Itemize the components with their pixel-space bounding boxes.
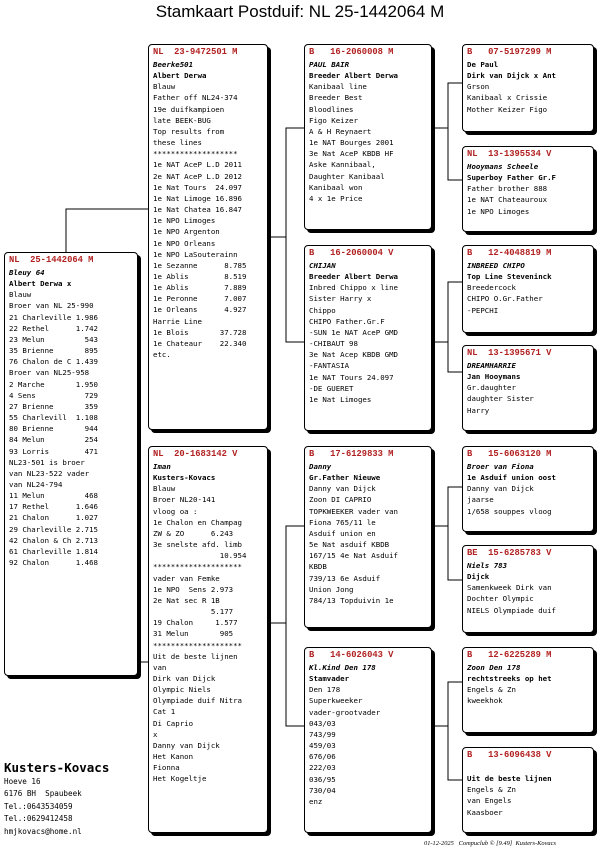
- info-line: 1e Ablis 7.889: [153, 283, 247, 293]
- info-line: 19e duifkampioen: [153, 104, 225, 114]
- info-line: 92 Chalon 1.468: [9, 558, 98, 568]
- info-line: 3e Nat AceP KBDB HF: [309, 149, 394, 159]
- breeder-line: Albert Derwa x: [9, 279, 72, 289]
- great-grandparent-mmf-card[interactable]: [462, 647, 594, 733]
- breeder-line: Stamvader: [309, 674, 350, 684]
- ring-number: NL 13-1395671 V: [467, 348, 552, 358]
- info-line: vader van Femke: [153, 573, 220, 583]
- info-line: Aske Kannibaal,: [309, 160, 376, 170]
- ring-number: B 16-2060008 M: [309, 47, 394, 57]
- info-line: 1e NPO Limoges: [153, 216, 216, 226]
- info-line: 1e NPO Sens 2.973: [153, 584, 234, 594]
- ring-number: B 17-6129833 M: [309, 449, 394, 459]
- info-line: 1e Nat Limoge 16.896: [153, 193, 242, 203]
- info-line: 1e Nat Chatea 16.847: [153, 205, 242, 215]
- info-line: Figo Keizer: [309, 115, 358, 125]
- info-line: 043/03: [309, 718, 336, 728]
- info-line: 784/13 Topduivin 1e: [309, 595, 394, 605]
- breeder-line: Albert Derwa: [153, 71, 207, 81]
- ring-number: NL 13-1395534 V: [467, 149, 552, 159]
- info-line: 1e Ablis 8.519: [153, 271, 247, 281]
- info-line: 2 Marche 1.950: [9, 379, 98, 389]
- pigeon-name: Beerke501: [153, 60, 194, 69]
- info-line: Dochter Olympic: [467, 594, 534, 604]
- info-line: 3e snelste afd. limb: [153, 540, 242, 550]
- breeder-line: Jan Hooymans: [467, 372, 521, 382]
- pigeon-name: Broer van Fiona: [467, 462, 534, 471]
- info-line: 743/99: [309, 729, 336, 739]
- ring-number: B 15-6063120 M: [467, 449, 552, 459]
- breeder-line: Dirk van Dijck x Ant: [467, 71, 556, 81]
- info-line: Engels & Zn: [467, 785, 516, 795]
- info-line: Mother Keizer Figo: [467, 104, 548, 114]
- info-line: enz: [309, 796, 323, 806]
- ring-number: B 13-6096438 V: [467, 750, 552, 760]
- info-line: 35 Brienne 895: [9, 346, 98, 356]
- info-line: 1e Blois 37.728: [153, 327, 247, 337]
- info-line: late BEEK-BUG: [153, 115, 211, 125]
- pigeon-name: [467, 762, 590, 773]
- info-line: -SUN 1e NAT AceP GMD: [309, 327, 398, 337]
- info-line: ********************: [153, 562, 242, 572]
- info-line: 1e NAT Chateauroux: [467, 195, 548, 205]
- owner-phone-1: Tel.:0643534059: [4, 801, 73, 811]
- footer-credit: 01-12-2025 Compuclub © [9.49] Kusters-Kovacs: [424, 840, 556, 847]
- info-line: A & H Reynaert: [309, 126, 372, 136]
- info-line: Gr.daughter: [467, 383, 516, 393]
- info-line: 1e Chateaur 22.340: [153, 338, 247, 348]
- info-line: Dirk van Dijck: [153, 673, 216, 683]
- info-line: Harrie Line: [153, 316, 202, 326]
- info-line: Fionna: [153, 763, 180, 773]
- info-line: Danny van Dijck: [467, 484, 534, 494]
- info-line: 17 Rethel 1.646: [9, 502, 98, 512]
- info-line: 1e Chalon en Champag: [153, 517, 242, 527]
- ring-number: B 16-2060004 V: [309, 248, 394, 258]
- info-line: Union Jong: [309, 584, 354, 594]
- owner-phone-2: Tel.:0629412458: [4, 814, 73, 824]
- info-line: Kanibaal won: [309, 182, 363, 192]
- pigeon-name: PAUL BAIR: [309, 60, 350, 69]
- info-line: Di Caprio: [153, 718, 194, 728]
- info-line: 61 Charleville 1.814: [9, 546, 98, 556]
- info-line: daughter Sister: [467, 394, 534, 404]
- ring-number: NL 20-1683142 V: [153, 449, 238, 459]
- info-line: 21 Charleville 1.986: [9, 312, 98, 322]
- subject-pigeon-card[interactable]: [4, 252, 138, 676]
- maternal-grandfather-card[interactable]: [304, 446, 432, 628]
- breeder-line: Breeder Albert Derwa: [309, 272, 398, 282]
- info-line: 3e Nat Acep KBDB GMD: [309, 350, 398, 360]
- great-grandparent-mff-card[interactable]: [462, 446, 594, 532]
- info-line: Sister Harry x: [309, 294, 372, 304]
- info-line: 1e NPO Argenton: [153, 227, 220, 237]
- info-line: CHIPO Father.Gr.F: [309, 316, 385, 326]
- info-line: Den 178: [309, 685, 341, 695]
- info-line: -CHIBAUT 98: [309, 339, 358, 349]
- ring-number: NL 23-9472501 M: [153, 47, 238, 57]
- info-line: van NL23-522 vader: [9, 468, 90, 478]
- info-line: etc.: [153, 350, 171, 360]
- info-line: 1e NPO Orleans: [153, 238, 216, 248]
- info-line: Inbred Chippo x line: [309, 283, 398, 293]
- info-line: 1/658 souppes vloog: [467, 506, 552, 516]
- breeder-line: Dijck: [467, 572, 490, 582]
- info-line: Broer van NL25-958: [9, 368, 90, 378]
- info-line: 27 Brienne 359: [9, 401, 98, 411]
- info-line: 730/04: [309, 785, 336, 795]
- great-grandparent-fmf-card[interactable]: [462, 245, 594, 333]
- great-grandparent-fmm-card[interactable]: [462, 345, 594, 431]
- info-line: 4 Sens 729: [9, 390, 98, 400]
- info-line: vader-grootvader: [309, 707, 381, 717]
- info-line: 22 Rethel 1.742: [9, 323, 98, 333]
- info-line: Het Kogeltje: [153, 774, 207, 784]
- pigeon-name: Kl.Kind Den 178: [309, 663, 376, 672]
- info-line: Chippo: [309, 305, 336, 315]
- info-line: Het Kanon: [153, 752, 194, 762]
- info-line: 42 Chalon & Ch 2.713: [9, 535, 98, 545]
- info-line: Kaasboer: [467, 807, 503, 817]
- info-line: Grson: [467, 82, 490, 92]
- info-line: 19 Chalon 1.577: [153, 618, 238, 628]
- info-line: ********************: [153, 640, 242, 650]
- info-line: van: [153, 662, 167, 672]
- info-line: Zoon DI CAPRIO: [309, 495, 372, 505]
- breeder-line: 1e Asduif union oost: [467, 473, 556, 483]
- info-line: Harry: [467, 405, 490, 415]
- info-line: Superkweeker: [309, 696, 363, 706]
- info-line: 036/95: [309, 774, 336, 784]
- info-line: Blauw: [9, 290, 32, 300]
- info-line: KBDB: [309, 562, 327, 572]
- pigeon-name: DREAMHARRIE: [467, 361, 516, 370]
- info-line: 1e NAT Tours 24.097: [309, 372, 394, 382]
- father-card[interactable]: [148, 44, 268, 430]
- info-line: jaarse: [467, 495, 494, 505]
- info-line: 1e Orleans 4.927: [153, 305, 247, 315]
- pigeon-name: Danny: [309, 462, 332, 471]
- info-line: Breedercock: [467, 283, 516, 293]
- info-line: 167/15 4e Nat Asduif: [309, 551, 398, 561]
- info-line: Danny van Dijck: [153, 740, 220, 750]
- info-line: x: [153, 729, 158, 739]
- info-line: Broer NL20-141: [153, 495, 216, 505]
- info-line: 1e Peronne 7.007: [153, 294, 247, 304]
- breeder-line: Top Line Steveninck: [467, 272, 552, 282]
- info-line: 5e Nat asduif KBDB: [309, 540, 390, 550]
- info-line: ZW & ZO 6.243: [153, 528, 234, 538]
- breeder-line: Uit de beste lijnen: [467, 774, 552, 784]
- info-line: 84 Melun 254: [9, 435, 98, 445]
- info-line: Olympic Niels: [153, 685, 211, 695]
- ring-number: B 12-4048819 M: [467, 248, 552, 258]
- pigeon-name: De Paul: [467, 60, 499, 69]
- owner-name: Kusters-Kovacs: [4, 760, 110, 775]
- pigeon-name: Hooymans Scheele: [467, 162, 539, 171]
- ring-number: NL 25-1442064 M: [9, 255, 94, 265]
- great-grandparent-fff-card[interactable]: [462, 44, 594, 132]
- breeder-line: Kusters-Kovacs: [153, 473, 216, 483]
- paternal-grandfather-card[interactable]: [304, 44, 432, 230]
- pigeon-name: Iman: [153, 462, 171, 471]
- info-line: Broer van NL 25-990: [9, 301, 94, 311]
- info-line: NL23-501 is broer: [9, 457, 85, 467]
- great-grandparent-ffm-card[interactable]: [462, 146, 594, 232]
- info-line: 10.954: [153, 551, 247, 561]
- info-line: vloog oa :: [153, 506, 198, 516]
- ring-number: B 07-5197299 M: [467, 47, 552, 57]
- info-line: 11 Melun 468: [9, 491, 98, 501]
- info-line: Fiona 765/11 le: [309, 517, 376, 527]
- pigeon-name: Zoon Den 178: [467, 663, 521, 672]
- page-title: Stamkaart Postduif: NL 25-1442064 M: [155, 2, 445, 21]
- info-line: these lines: [153, 138, 202, 148]
- info-line: 676/06: [309, 752, 336, 762]
- info-line: 4 x 1e Price: [309, 193, 363, 203]
- info-line: van NL24-794: [9, 479, 63, 489]
- info-line: -PEPCHI: [467, 305, 499, 315]
- info-line: Uit de beste lijnen: [153, 651, 238, 661]
- mother-card[interactable]: [148, 446, 268, 833]
- info-line: Bloodlines: [309, 104, 354, 114]
- info-line: 739/13 6e Asduif: [309, 573, 381, 583]
- info-line: -FANTASIA: [309, 361, 350, 371]
- owner-block: [4, 760, 109, 838]
- pigeon-name: Niels 783: [467, 561, 508, 570]
- info-line: Blauw: [153, 484, 176, 494]
- info-line: 1e Nat Tours 24.097: [153, 182, 242, 192]
- info-line: Top results from: [153, 126, 225, 136]
- info-line: Asduif union en: [309, 528, 376, 538]
- info-line: 5.177: [153, 607, 234, 617]
- owner-email[interactable]: hmjkovacs@home.nl: [4, 826, 82, 836]
- ring-number: BE 15-6285783 V: [467, 548, 552, 558]
- info-line: 1e NAT Bourges 2001: [309, 138, 394, 148]
- info-line: Danny van Dijck: [309, 484, 376, 494]
- pigeon-name: Bleuy 64: [9, 268, 45, 277]
- info-line: 21 Chalon 1.027: [9, 513, 98, 523]
- pigeon-name: CHIJAN: [309, 261, 336, 270]
- pigeon-name: INBREED CHIPO: [467, 261, 525, 270]
- ring-number: B 12-6225289 M: [467, 650, 552, 660]
- info-line: Kanibaal line: [309, 82, 367, 92]
- info-line: 23 Melun 543: [9, 334, 98, 344]
- info-line: NIELS Olympiade duif: [467, 605, 556, 615]
- owner-address-city: 6176 BH Spaubeek: [4, 789, 82, 799]
- info-line: -DE GUERET: [309, 383, 354, 393]
- great-grandparent-mmm-card[interactable]: [462, 747, 594, 833]
- info-line: TOPKWEEKER vader van: [309, 506, 398, 516]
- info-line: 55 Charlevill 1.108: [9, 413, 98, 423]
- info-line: Cat 1: [153, 707, 176, 717]
- info-line: 1e Sezanne 8.785: [153, 260, 247, 270]
- great-grandparent-mfm-card[interactable]: [462, 545, 594, 633]
- info-line: 2e Nat sec R 1B: [153, 595, 220, 605]
- breeder-line: rechtstreeks op het: [467, 674, 552, 684]
- breeder-line: Gr.Father Nieuwe: [309, 473, 381, 483]
- info-line: van Engels: [467, 796, 512, 806]
- info-line: Daughter Kanibaal: [309, 171, 385, 181]
- info-line: 1e Nat Limoges: [309, 394, 372, 404]
- info-line: Engels & Zn: [467, 685, 516, 695]
- info-line: Kanibaal x Crissie: [467, 93, 548, 103]
- info-line: 459/03: [309, 741, 336, 751]
- info-line: 93 Lorris 471: [9, 446, 98, 456]
- info-line: 29 Charleville 2.715: [9, 524, 98, 534]
- info-line: Samenkweek Dirk van: [467, 583, 552, 593]
- info-line: 222/03: [309, 763, 336, 773]
- info-line: 1e NAT AceP L.D 2011: [153, 160, 242, 170]
- info-line: Father off NL24-374: [153, 93, 238, 103]
- breeder-line: Superboy Father Gr.F: [467, 173, 556, 183]
- info-line: 2e NAT AceP L.D 2012: [153, 171, 242, 181]
- info-line: 1e NPO Limoges: [467, 206, 530, 216]
- ring-number: B 14-6026043 V: [309, 650, 394, 660]
- owner-address-street: Hoeve 16: [4, 777, 41, 786]
- breeder-line: Breeder Albert Derwa: [309, 71, 398, 81]
- info-line: 76 Chalon de C 1.439: [9, 357, 98, 367]
- info-line: 1e NPO LaSouterainn: [153, 249, 238, 259]
- maternal-grandmother-card[interactable]: [304, 647, 432, 833]
- info-line: Olympiade duif Nitra: [153, 696, 242, 706]
- info-line: kweekhok: [467, 696, 503, 706]
- paternal-grandmother-card[interactable]: [304, 245, 432, 431]
- info-line: 80 Brienne 944: [9, 424, 98, 434]
- info-line: CHIPO O.Gr.Father: [467, 294, 543, 304]
- info-line: Blauw: [153, 82, 176, 92]
- info-line: 31 Melun 905: [153, 629, 234, 639]
- info-line: *******************: [153, 149, 238, 159]
- info-line: Father brother 888: [467, 184, 548, 194]
- info-line: Breeder Best: [309, 93, 363, 103]
